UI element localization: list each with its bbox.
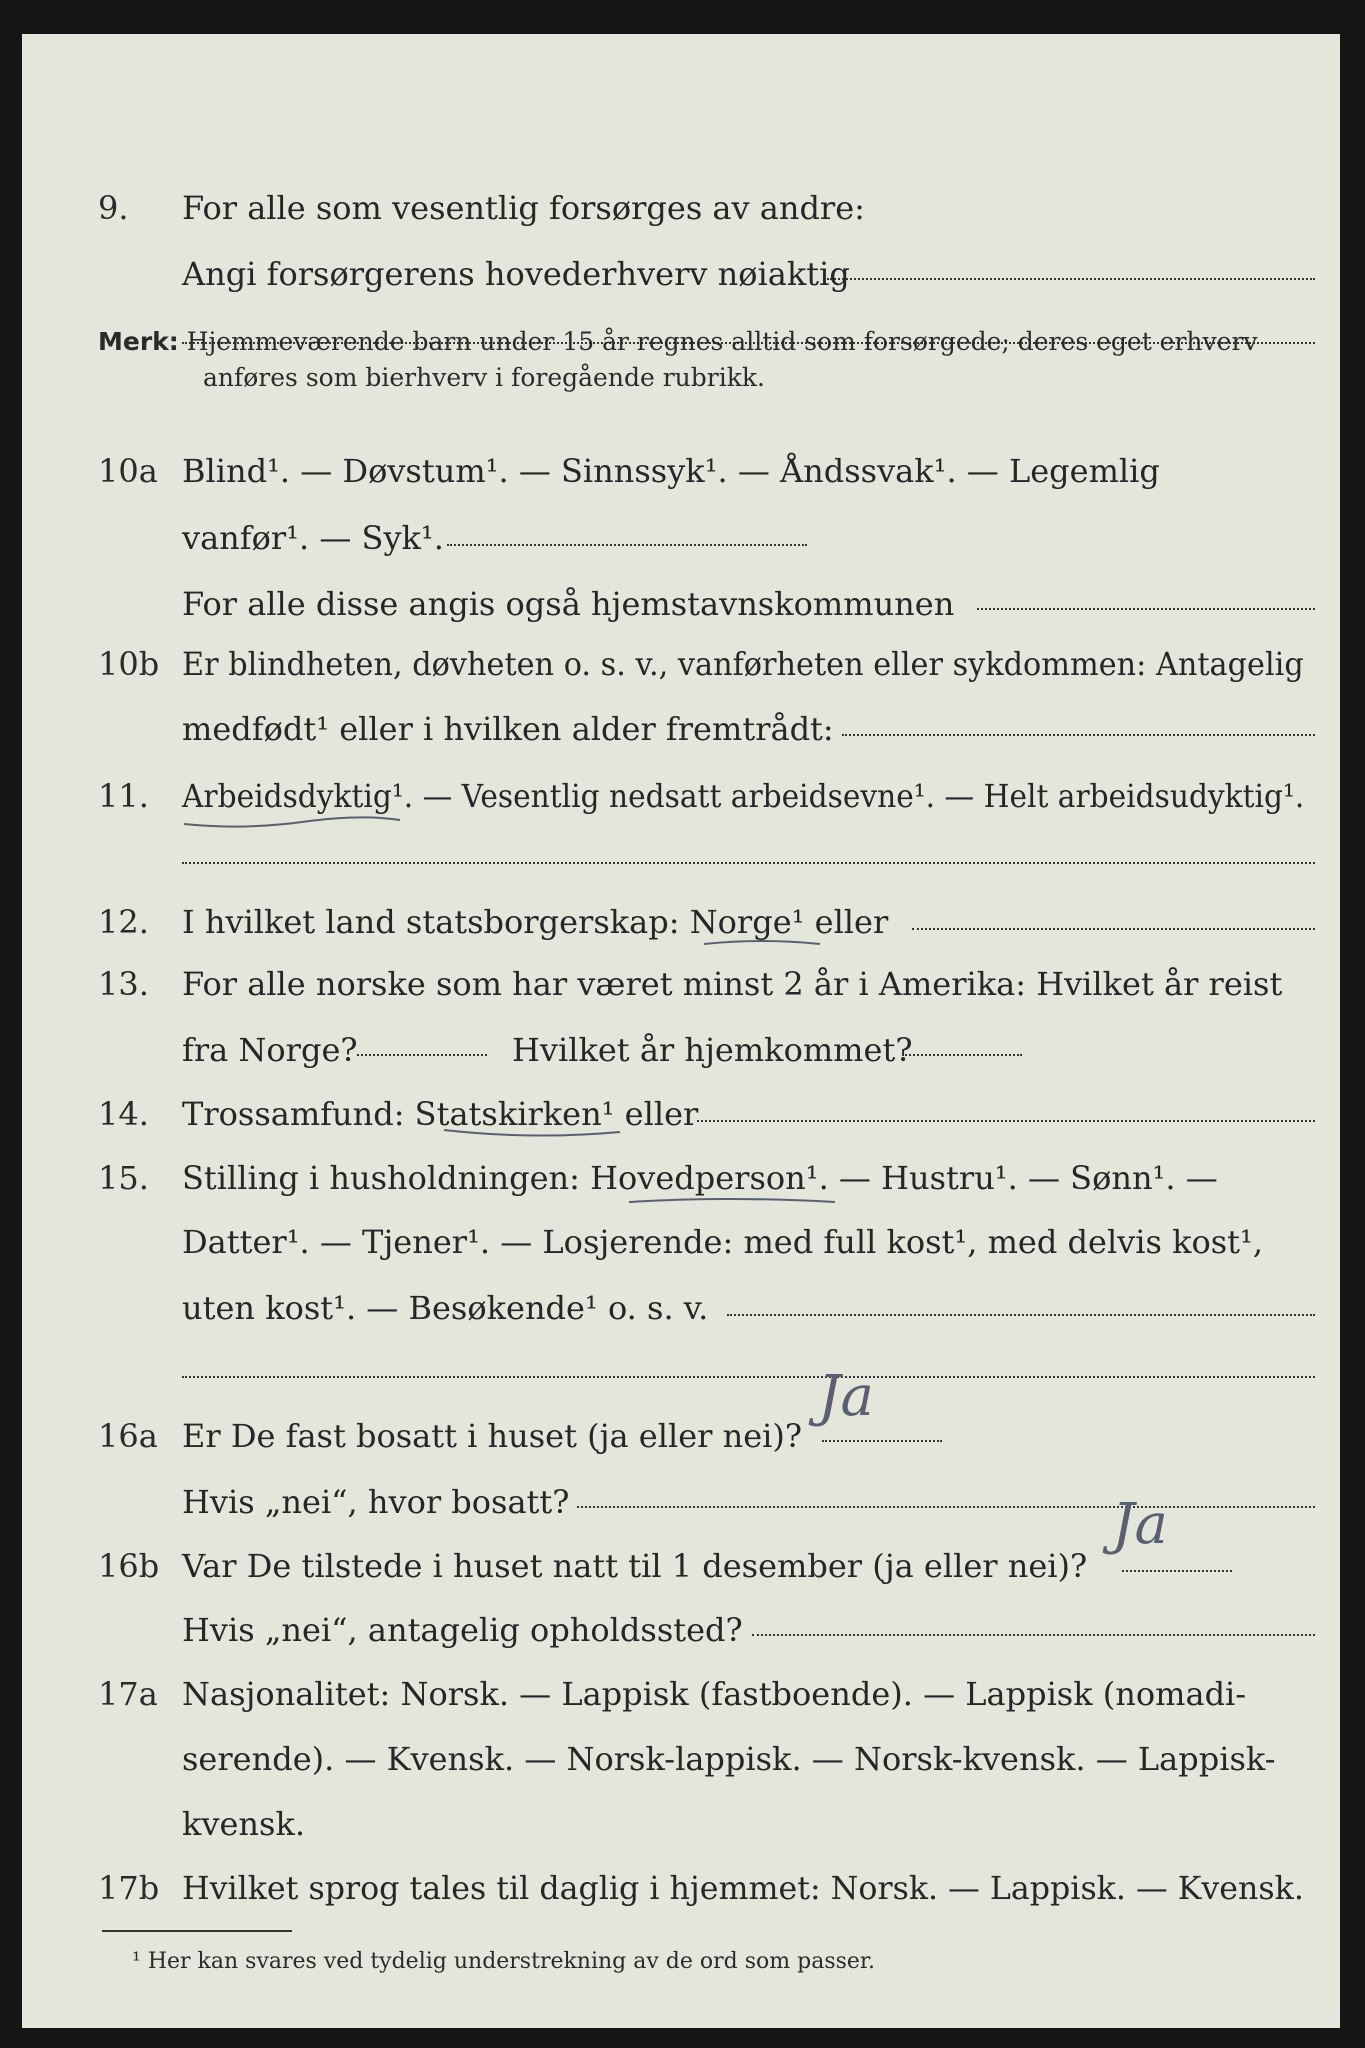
q15-text-1: Stilling i husholdningen: Hovedperson¹. — Hustru¹. — Sønn¹. — [182,1159,1218,1197]
q10b-row [22,632,1340,696]
census-form-page [22,34,1340,2028]
q13-number: 13. [98,965,149,1003]
q13-text-1: For alle norske som har været minst 2 år i Amerika: Hvilket år reist [182,965,1283,1003]
underline-norge [702,934,822,950]
q16b-text-1: Var De tilstede i huset natt til 1 desember (ja eller nei)? [182,1547,1088,1585]
q17b-text-1: Hvilket sprog tales til daglig i hjemmet: Norsk. — Lappisk. — Kvensk. [182,1869,1304,1907]
q10b-text-2: medfødt¹ eller i hvilken alder fremtrådt: [182,710,834,748]
q16a-location-field[interactable] [577,1506,1315,1508]
q9-answer-field[interactable] [827,278,1315,280]
q13-row-2 [22,1018,1340,1082]
q10b-answer-field[interactable] [842,734,1315,736]
q13-return-field[interactable] [902,1054,1022,1056]
q9-text-1: For alle som vesentlig forsørges av andre: [182,189,865,227]
q16b-answer-field[interactable] [1122,1570,1232,1572]
q15-text-3: uten kost¹. — Besøkende¹ o. s. v. [182,1289,709,1327]
q16a-number: 16a [98,1417,158,1455]
q14-row [22,1082,1340,1146]
q13-text-2b: Hvilket år hjemkommet? [512,1031,913,1069]
q14-number: 14. [98,1095,149,1133]
merk-note [98,324,1304,396]
underline-hovedperson [627,1194,837,1210]
q10b-number: 10b [98,645,160,683]
q14-answer-field[interactable] [697,1120,1315,1122]
q10b-text-1: Er blindheten, døvheten o. s. v., vanførheten eller sykdommen: Antagelig [182,645,1304,683]
q10a-municipality-field[interactable] [977,608,1315,610]
q16a-text-1: Er De fast bosatt i huset (ja eller nei)? [182,1417,803,1455]
q12-text-1: I hvilket land statsborgerskap: Norge¹ eller [182,903,889,941]
q12-number: 12. [98,903,149,941]
merk-label: Merk: [98,327,179,356]
q16b-number: 16b [98,1547,160,1585]
q15-row-3 [22,1276,1340,1340]
q10a-text-3: For alle disse angis også hjemstavnskommunen [182,585,955,623]
q17a-number: 17a [98,1675,158,1713]
q16b-location-field[interactable] [752,1634,1315,1636]
q15-text-2: Datter¹. — Tjener¹. — Losjerende: med full kost¹, med delvis kost¹, [182,1223,1264,1261]
q9-row [22,176,1340,240]
q17a-text-3: kvensk. [182,1805,305,1843]
q10a-row-3 [22,572,1340,636]
q11-text-1: Arbeidsdyktig¹. — Vesentlig nedsatt arbeidsevne¹. — Helt arbeidsudyktig¹. [182,777,1305,815]
underline-statskirken [442,1124,622,1142]
q17a-row [22,1662,1340,1726]
q15-answer-field[interactable] [727,1314,1315,1316]
footnote [132,1949,875,1974]
q12-answer-field[interactable] [912,928,1315,930]
q17a-row-2 [22,1727,1340,1791]
footnote-rule [102,1930,292,1932]
q10b-row-2 [22,697,1340,761]
q16a-handwritten-answer: Ja [818,1364,874,1429]
q16a-answer-field[interactable] [822,1440,942,1442]
q10a-row-2 [22,506,1340,570]
q15-answer-field-2[interactable] [182,1376,1315,1378]
q17b-number: 17b [98,1869,160,1907]
q9-row-2 [22,242,1340,306]
q13-text-2a: fra Norge? [182,1031,358,1069]
footnote-mark: ¹ [132,1949,141,1974]
q10a-text-1: Blind¹. — Døvstum¹. — Sinnssyk¹. — Åndssvak¹. — Legemlig [182,452,1160,490]
footnote-text: Her kan svares ved tydelig understrekning av de ord som passer. [147,1949,876,1974]
q16b-handwritten-answer: Ja [1112,1492,1168,1557]
merk-text-2: anføres som bierhverv i foregående rubrikk. [203,363,765,392]
q16a-text-2: Hvis „nei“, hvor bosatt? [182,1483,570,1521]
q13-row [22,952,1340,1016]
q17b-row [22,1856,1340,1920]
q17a-text-2: serende). — Kvensk. — Norsk-lappisk. — Norsk-kvensk. — Lappisk- [182,1740,1276,1778]
q12-row [22,890,1340,954]
q10a-text-2: vanfør¹. — Syk¹. [182,519,444,557]
merk-text-1: Hjemmeværende barn under 15 år regnes alltid som forsørgede; deres eget erhverv [186,327,1258,356]
q17a-text-1: Nasjonalitet: Norsk. — Lappisk (fastboende). — Lappisk (nomadi- [182,1675,1247,1713]
q16b-row-2 [22,1598,1340,1662]
q11-answer-field[interactable] [182,862,1315,864]
underline-arbeidsdyktig [182,812,402,832]
q9-number: 9. [98,189,129,227]
q11-number: 11. [98,777,149,815]
q16a-row [22,1404,1340,1468]
q16b-text-2: Hvis „nei“, antagelig opholdssted? [182,1611,743,1649]
q14-text-1: Trossamfund: Statskirken¹ eller [182,1095,699,1133]
q15-number: 15. [98,1159,149,1197]
q10a-number: 10a [98,452,158,490]
q13-departure-field[interactable] [357,1054,487,1056]
q9-text-2: Angi forsørgerens hovederhverv nøiaktig [182,255,850,293]
q10a-answer-field[interactable] [447,544,807,546]
q10a-row [22,439,1340,503]
q17a-row-3 [22,1792,1340,1856]
q15-row-2 [22,1210,1340,1274]
